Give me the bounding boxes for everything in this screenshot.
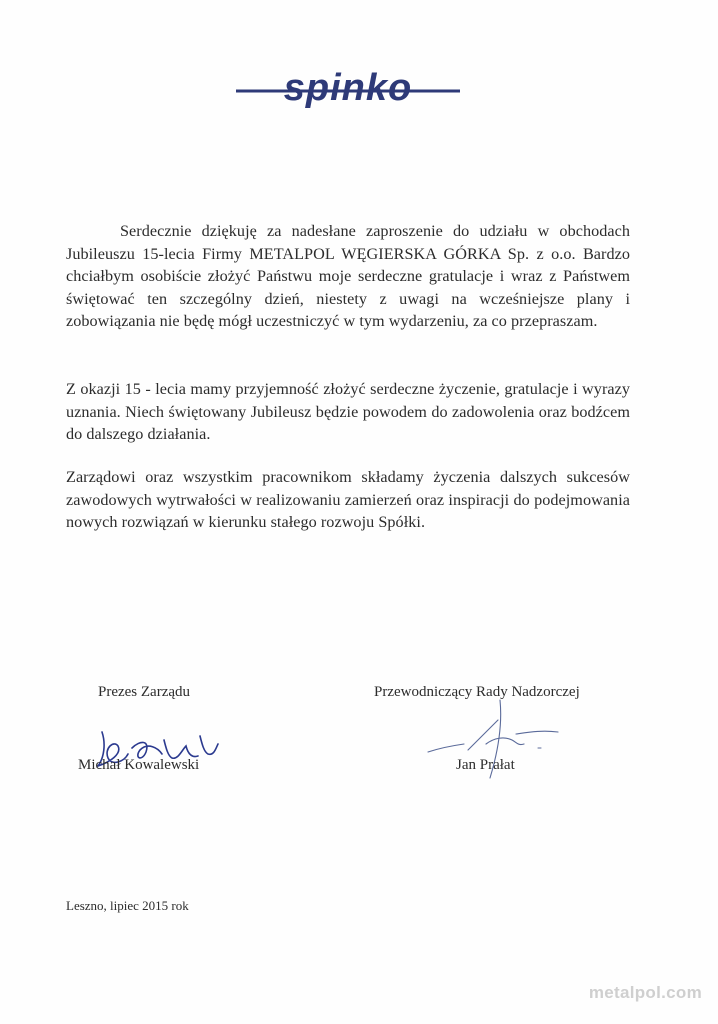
company-logo	[232, 64, 464, 116]
signatory-left-title: Prezes Zarządu	[98, 684, 191, 700]
signatory-right-title: Przewodniczący Rady Nadzorczej	[374, 684, 580, 700]
logo-text: spinko	[283, 67, 413, 109]
signatory-right-name: Jan Prałat	[456, 757, 515, 773]
letter-paragraph-2: Z okazji 15 - lecia mamy przyjemność złożyć serdeczne życzenie, gratulacje i wyrazy uznania. Niech świętowany Jubileusz będzie powodem do zadowolenia oraz bodźcem do dalszego działania.	[66, 380, 630, 444]
place-and-date: Leszno, lipiec 2015 rok	[66, 898, 189, 913]
signatory-left-name: Michał Kowalewski	[78, 757, 200, 773]
site-watermark: metalpol.com	[588, 983, 702, 1002]
letter-paragraph-1: Serdecznie dziękuję za nadesłane zaproszenie do udziału w obchodach Jubileuszu 15-lecia Firmy METALPOL WĘGIERSKA GÓRKA Sp. z o.o. Bardzo chciałbym osobiście złożyć Państwu moje serdeczne gratulacje i wraz z Państwem świętować ten szczególny dzień, niestety z uwagi na wcześniejsze plany i zobowiązania nie będę mógł uczestniczyć w tym wydarzeniu, za co przepraszam.	[66, 222, 630, 331]
letter-paragraph-3: Zarządowi oraz wszystkim pracownikom składamy życzenia dalszych sukcesów zawodowych wytrwałości w realizowaniu zamierzeń oraz inspiracji do podejmowania nowych rozwiązań w kierunku stałego rozwoju Spółki.	[66, 468, 630, 532]
spinko-logo-graphic	[232, 64, 464, 116]
